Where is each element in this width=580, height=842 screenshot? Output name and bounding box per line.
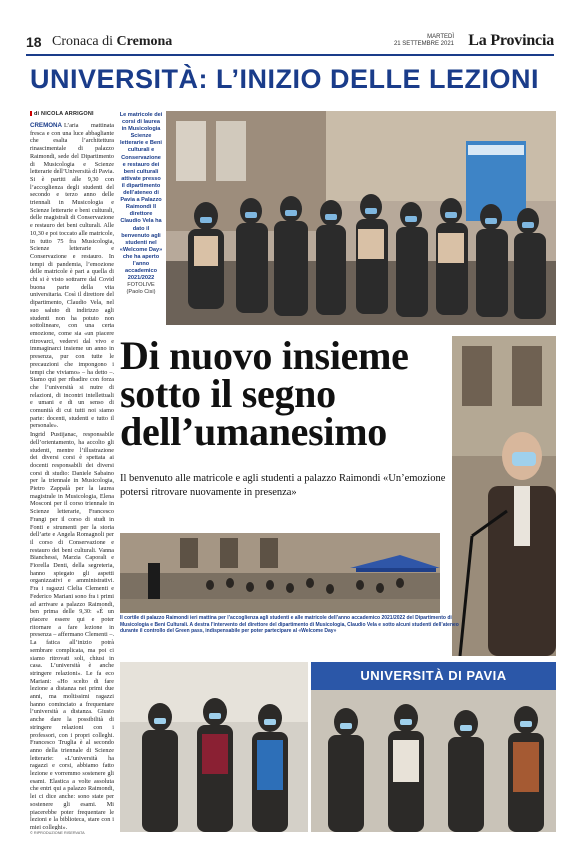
header-rule (26, 54, 554, 56)
issue-date (394, 34, 454, 48)
students-left-illustration (120, 662, 308, 832)
section-label: Cronaca di (52, 34, 114, 49)
section-city: Cremona (116, 34, 173, 49)
article-deck: Il benvenuto alle matricole e agli studenti a palazzo Raimondi «Un’emozione potersi ritrovare nuovamente in presenza» (120, 473, 446, 498)
newspaper-masthead: La Provincia (468, 32, 554, 49)
photo-caption-center: Il cortile di palazzo Raimondi ieri mattina per l’accoglienza agli studenti e alle matricole dell’anno accademico 2021/2022 del Dipartimento di Musicologia e Beni Culturali. A destra l’intervento del direttore del dipartimento di Musicologia, Claudio Vela e sotto alcuni studenti dell’ateneo durante il controllo del Green pass, indispensabile per poter partecipare al «Welcome Day» (120, 615, 459, 634)
article-paragraph: Ingrid Pustijanac, responsabile dell’orientamento, ha accolto gli studenti, mentre l’illustrazione dei diversi corsi è spettata ai docenti responsabili dei diversi corsi di studio: Daniele Sabaino per la triennale in Musicologia, Pietro Zappalà per la laurea magistrale in Musicologia, Elena Mosconi per il corso triennale in Scienze letterarie, Francesco Frangi per il corso di studi in Fonti e strumenti per la storia dell’arte e Angela Romagnoli per il corso di Conservazione e restauro dei beni culturali. Vanna Bianchessi, Marzia Caporali e Fiorella Denti, della segreteria, hanno spiegato gli aspetti organizzativi e amministrativi. Fra i ragazzi Clelia Clementi e Federico Mariani sono fra i primi ad arrivare a palazzo Raimondi, ben prima delle 9,30: «È un piacere essere qui e poter ritornare a fare lezione in presenza – affermano Clementi –. La fatica all’inizio potrà sembrare complicata, ma poi ci siamo ritrovati soli, chiusi in casa. L’università è anche stringere relazioni». Le fa eco Mariani: «Ho scelto di fare lezione a distanza nei primi due anni, ma moltissimi ragazzi hanno cominciato a frequentare l’università a distanza. Giusto anche dare la possibilità di stringere relazioni con i professori, con i propri colleghi. Francesco Truglia è al secondo anno della triennale di Scienze letterarie: «L’università ha ragazzi e corsi, abbiamo fatto lezione e vorremmo sostenere gli esami. Elastica a volte assoluta che entri qui a palazzo Raimondi, lei ci dice anche: sono state per sostenere gli esami. Mi piacerebbe poter frequentare le lezioni e la biblioteca, stare con i miei colleghi». (30, 431, 114, 830)
photo-credit: FOTOLIVE (Paolo Cisi) (126, 282, 156, 296)
article-headline: Di nuovo insieme sotto il segno dell’umanesimo (120, 333, 409, 454)
courtyard-illustration (120, 533, 440, 613)
article-paragraph-text: L’aria mattinata fresca e con una luce abbagliante che esalta l’architettura rinascimentale di palazzo Raimondi, sede del Dipartimento di Musicologia e Scienze letterarie dell’Università di Pavia. Si è partiti alle 9,30 con l’accoglienza degli studenti del secondo e terzo anno delle triennali in Musicologia e Scienze letterarie e beni culturali, delle magistrali di Conservazione e restauro dei beni culturali. Alle 10,30 e poi toccato alle matricole, in tutto 75 fra Musicologia, Scienze letterarie e Conservazione e restauro. In tempi di pandemia, l’emozione delle matricole è pari a quella di chi si è visto sottrarre dal Covid buona parte della vita universitaria. Così il direttore del dipartimento, Claudio Vela, nel suo saluto di indirizzo agli studenti non ha potuto non sottolineare, con una certa emozione, come sia «un piacere ritrovarci, vedervi dal vivo e immaginarci insieme un anno in presenza, pur con tutte le precauzioni che impongono i tempi che viviamo» – ha detto –. Siamo qui per ribadire con forza che l’università si nutre di relazioni, di incontri intellettuali e umani e di un senso di comunità di cui tutti noi siamo parte: docenti, studenti e tutto il personale». (30, 122, 114, 430)
section-title (52, 34, 172, 50)
issue-day: MARTEDÌ (427, 34, 454, 40)
page-number: 18 (26, 34, 42, 50)
article-paragraph (30, 122, 114, 430)
issue-full-date: 21 SETTEMBRE 2021 (393, 41, 454, 47)
copyright-notice: © RIPRODUZIONE RISERVATA (30, 831, 85, 835)
page-header (26, 32, 554, 52)
students-greenpass-photo-left (120, 662, 308, 832)
byline (30, 111, 94, 117)
group-photo-illustration (166, 111, 556, 325)
article-dateline: CREMONA (30, 122, 62, 129)
byline-marker (30, 111, 32, 116)
top-photo-caption-text: Le matricole dei corsi di laurea in Musicologia Scienze letterarie e Beni culturali e Conservazione e restauro dei beni culturali attivate presso il dipartimento dell’ateneo di Pavia a Palazzo Raimondi Il direttore Claudio Vela ha dato il benvenuto agli studenti nel «Welcome Day» che ha aperto l’anno accademico 2021/2022 (119, 112, 163, 282)
students-right-illustration (311, 662, 556, 832)
courtyard-photo (120, 533, 440, 613)
director-speaking-photo (452, 336, 556, 656)
top-photo-caption (119, 112, 163, 327)
byline-text: di NICOLA ARRIGONI (34, 111, 94, 117)
university-banner-text: UNIVERSITÀ DI PAVIA (360, 668, 507, 683)
director-photo-illustration (452, 336, 556, 656)
group-photo-matricole (166, 111, 556, 325)
article-body (30, 122, 114, 830)
students-greenpass-photo-right (311, 662, 556, 832)
section-kicker: UNIVERSITÀ: L’INIZIO DELLE LEZIONI (30, 64, 540, 94)
